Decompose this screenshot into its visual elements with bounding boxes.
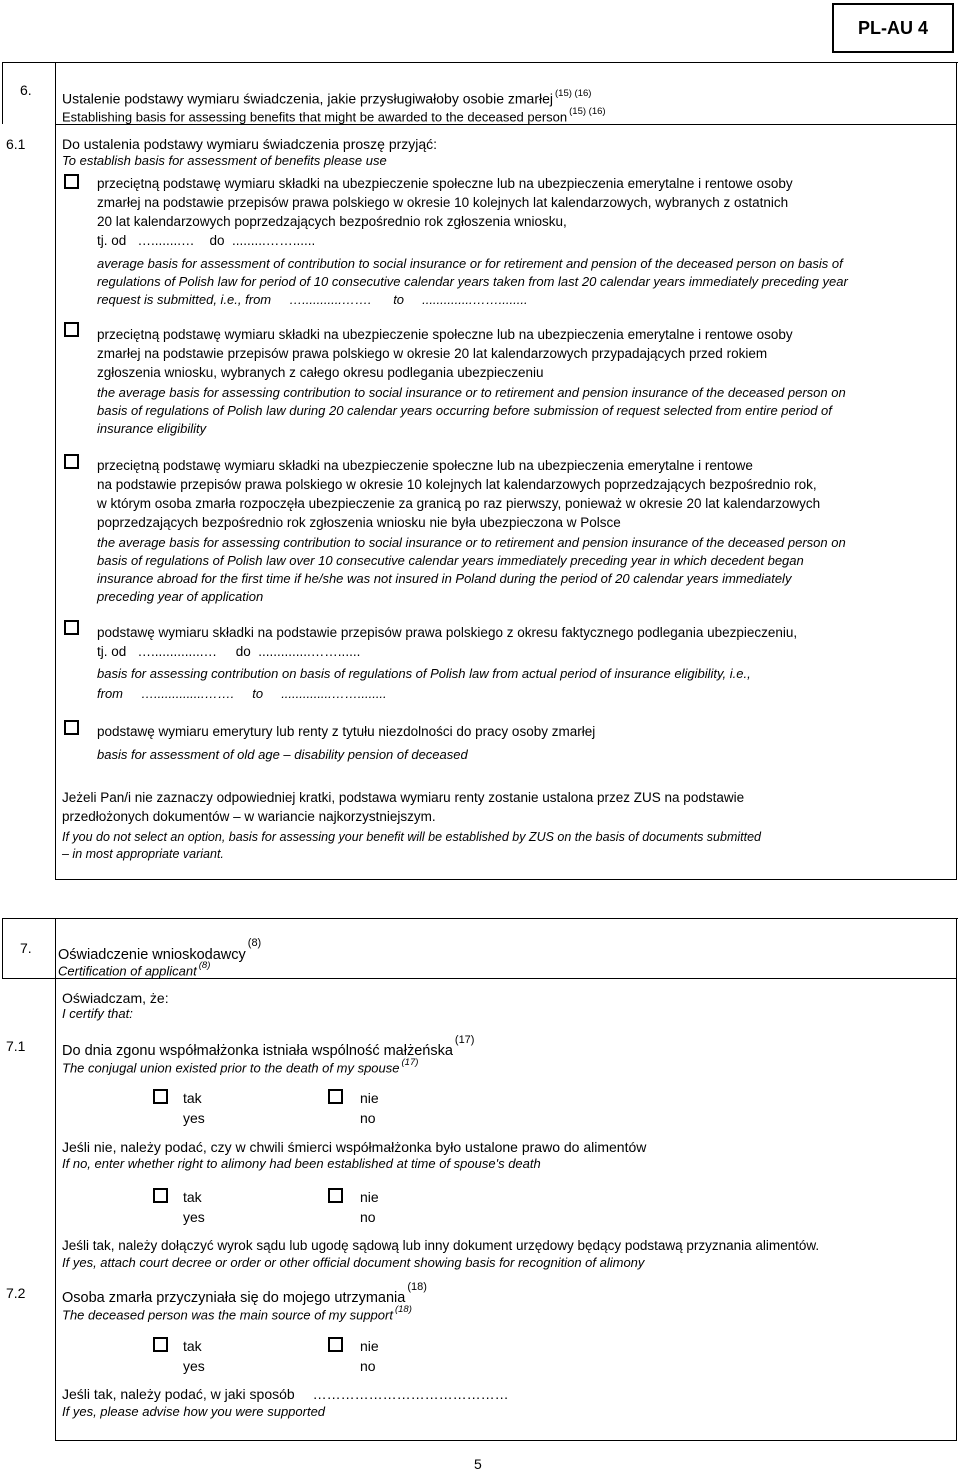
section-6-number: 6. <box>20 82 32 98</box>
section-7-top-border <box>2 918 958 919</box>
section-6-right-border <box>956 62 957 124</box>
form-code-box <box>832 3 954 53</box>
q72-yes-checkbox[interactable] <box>153 1337 168 1352</box>
q71-sub-en: If no, enter whether right to alimony had been established at time of spouse's death <box>62 1156 541 1171</box>
question-71-number: 7.1 <box>6 1038 26 1054</box>
question-72-number: 7.2 <box>6 1285 26 1301</box>
q72-no-checkbox[interactable] <box>328 1337 343 1352</box>
q71-yes-label: tak <box>183 1090 202 1106</box>
option-1-checkbox[interactable] <box>64 174 79 189</box>
section-6-left-border <box>2 62 3 124</box>
section-7-title-en: Certification of applicant $^{(8)}$ <box>58 960 211 979</box>
option-3-text: przeciętną podstawę wymiaru składki na ubezpieczenie społeczne lub na ubezpieczenia emerytalne i rentowe na podstawie przepisów prawa polskiego w okresie 10 kolejnych lat kalendarzowych poprzedzających bezpośrednio rok, w którym osoba zmarła rozpoczęła ubezpieczenie za granicą po raz pierwszy, ponieważ w okresie 20 lat kalendarzowych poprzedzających bezpośrednio rok zgłoszenia wniosku nie była ubezpieczona w Polsce the average basis for assessing contribution to social insurance or to retirement and pension insurance of the deceased person on basis of regulations of Polish law over 10 consecutive calendar years immediately preceding year in which decedent began insurance abroad for the first time if he/she was not insured in Poland during the period of 20 calendar years immediately preceding year of application <box>97 458 846 604</box>
declare-pl: Oświadczam, że: <box>62 990 169 1006</box>
question-72-pl: Osoba zmarła przyczyniała się do mojego utrzymania$^{(18)}$ <box>62 1281 427 1306</box>
option-4-date-range-en[interactable]: from …..............……. to ..............……........ <box>97 686 387 701</box>
section-61-right-border <box>956 124 957 879</box>
option-4-text: podstawę wymiaru składki na podstawie przepisów prawa polskiego z okresu faktycznego podlegania ubezpieczeniu, tj. od …..............… do ..............……...... basis for assessing contribution on basis of regulations of Polish law from actual period of insurance eligibility, i.e., from …..............……. to ..............……........ <box>97 625 798 701</box>
section-6-top-border <box>2 62 958 63</box>
q71-yes-checkbox[interactable] <box>153 1089 168 1104</box>
q71-no-checkbox[interactable] <box>328 1089 343 1104</box>
section-7-bottom-border <box>55 1440 957 1441</box>
q71-sub-pl: Jeśli nie, należy podać, czy w chwili śmierci współmałżonka było ustalone prawo do alimentów <box>62 1139 647 1155</box>
option-1-date-range-pl[interactable]: tj. od …........… do .........……...... <box>97 233 316 248</box>
q72-sub-pl: Jeśli tak, należy podać, w jaki sposób …………………………………… <box>62 1386 509 1402</box>
option-2-text: przeciętną podstawę wymiaru składki na ubezpieczenie społeczne lub na ubezpieczenia emerytalne i rentowe osoby zmarłej na podstawie przepisów prawa polskiego w okresie 20 lat kalendarzowych przypadających przed rokiem zgłoszenia wniosku, wybranych z całego okresu podlegania ubezpieczeniu the average basis for assessing contribution to social insurance or to retirement and pension insurance of the deceased person on basis of regulations of Polish law during 20 calendar years occurring before submission of request selected from entire period of insurance eligibility <box>97 327 846 436</box>
q72-sub-en: If yes, please advise how you were supported <box>62 1404 326 1419</box>
q71-attach-pl: Jeśli tak, należy dołączyć wyrok sądu lub ugodę sądową lub inny dokument urzędowy będący podstawą przyznania alimentów. <box>62 1238 820 1253</box>
q71-sub-no-label: nie <box>360 1189 379 1205</box>
q71-sub-yes-label-en: yes <box>183 1209 205 1225</box>
option-5-text: podstawę wymiaru emerytury lub renty z tytułu niezdolności do pracy osoby zmarłej basis for assessment of old age – disability pension of deceased <box>97 724 596 762</box>
section-61-left-border <box>55 124 56 879</box>
section-6-title-en: Establishing basis for assessing benefits that might be awarded to the deceased person $^{(15) (16)}$ <box>62 106 606 125</box>
page-number: 5 <box>474 1456 482 1472</box>
section-7-divider <box>55 918 56 1441</box>
q71-no-label: nie <box>360 1090 379 1106</box>
q72-no-label-en: no <box>360 1358 376 1374</box>
q72-support-field[interactable]: …………………………………… <box>312 1386 509 1402</box>
question-71-pl: Do dnia zgonu współmałżonka istniała wspólność małżeńska$^{(17)}$ <box>62 1034 475 1059</box>
q72-yes-label-en: yes <box>183 1358 205 1374</box>
question-71-en: The conjugal union existed prior to the death of my spouse $^{(17)}$ <box>62 1057 419 1076</box>
q71-sub-no-checkbox[interactable] <box>328 1188 343 1203</box>
section-61-intro-en: To establish basis for assessment of benefits please use <box>62 153 387 168</box>
section-61-intro-pl: Do ustalenia podstawy wymiaru świadczenia proszę przyjąć: <box>62 136 438 152</box>
form-code: PL-AU 4 <box>857 17 928 38</box>
q72-yes-label: tak <box>183 1338 202 1354</box>
question-72-en: The deceased person was the main source of my support $^{(18)}$ <box>62 1304 412 1323</box>
section-61-top-border <box>55 124 957 125</box>
q71-attach-en: If yes, attach court decree or order or other official document showing basis for recognition of alimony <box>62 1255 645 1270</box>
q71-sub-yes-label: tak <box>183 1189 202 1205</box>
section-6-divider <box>55 62 56 124</box>
section-61-note: Jeżeli Pan/i nie zaznaczy odpowiedniej kratki, podstawa wymiaru renty zostanie ustalona przez ZUS na podstawie przedłożonych dokumentów – w wariancie najkorzystniejszym. If you do not select an option, basis for assessing your benefit will be established by ZUS on the basis of documents submitted – in most appropriate variant. <box>62 790 761 861</box>
section-7-number: 7. <box>20 940 32 956</box>
section-7-title-pl: Oświadczenie wnioskodawcy$^{(8)}$ <box>58 937 262 963</box>
q71-yes-label-en: yes <box>183 1110 205 1126</box>
q72-no-label: nie <box>360 1338 379 1354</box>
section-7-right-border <box>956 918 957 1441</box>
option-1-text: przeciętną podstawę wymiaru składki na ubezpieczenie społeczne lub na ubezpieczenia emerytalne i rentowe osoby zmarłej na podstawie przepisów prawa polskiego w okresie 10 kolejnych lat kalendarzowych, wybranych z ostatnich 20 lat kalendarzowych poprzedzających bezpośrednio rok zgłoszenia wniosku, tj. od …........… do .........……...... average basis for assessment of contribution to social insurance or for retirement and pension of the deceased person on basis of regulations of Polish law for period of 10 consecutive calendar years taken from last 20 calendar years immediately preceding year request is submitted, i.e., from …...........……. to ..............……........ <box>97 176 848 307</box>
option-1-date-range-en[interactable]: request is submitted, i.e., from …...........……. to ..............……........ <box>97 292 528 307</box>
option-5-checkbox[interactable] <box>64 720 79 735</box>
q71-sub-no-label-en: no <box>360 1209 376 1225</box>
option-2-checkbox[interactable] <box>64 322 79 337</box>
option-4-date-range-pl[interactable]: tj. od …..............… do ..............……...... <box>97 644 361 659</box>
section-6-title-pl: Ustalenie podstawy wymiaru świadczenia, jakie przysługiwałoby osobie zmarłej $^{(15) (16)}$ <box>62 88 592 107</box>
q71-no-label-en: no <box>360 1110 376 1126</box>
section-61-bottom-border <box>55 879 957 880</box>
section-61-number: 6.1 <box>6 136 26 152</box>
option-3-checkbox[interactable] <box>64 454 79 469</box>
option-4-checkbox[interactable] <box>64 620 79 635</box>
section-7-left-border <box>2 918 3 978</box>
declare-en: I certify that: <box>62 1006 133 1021</box>
q71-sub-yes-checkbox[interactable] <box>153 1188 168 1203</box>
